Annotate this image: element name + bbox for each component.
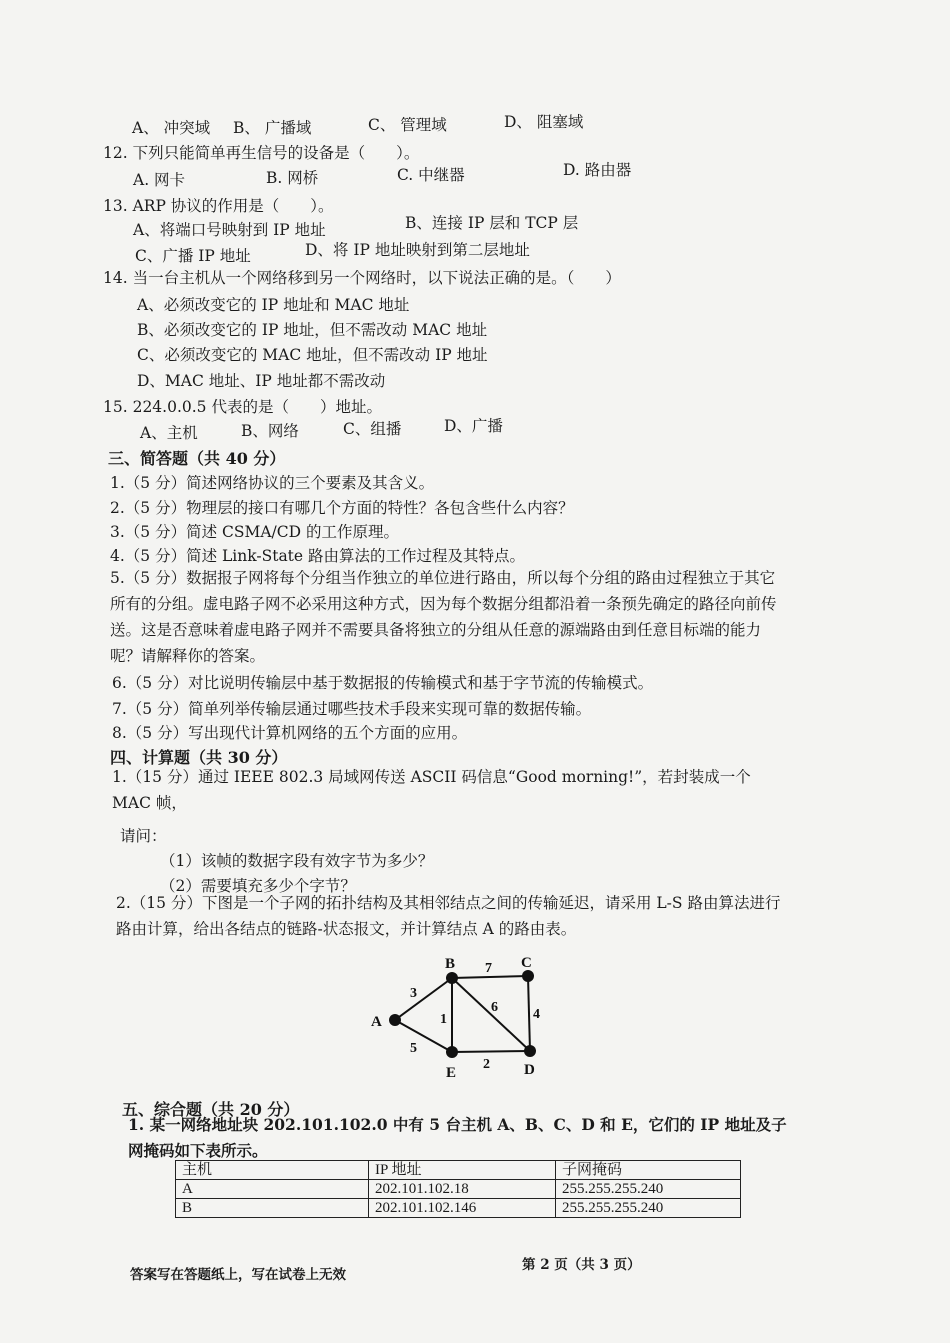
- s4-sub-question-1: （1）该帧的数据字段有效字节为多少？: [160, 852, 434, 870]
- s3-question-1: 1.（5 分）简述网络协议的三个要素及其含义。: [110, 474, 435, 492]
- s4-question-2: 2.（15 分）下图是一个子网的拓扑结构及其相邻结点之间的传输延迟，请采用 L-S 路由算法进行路由计算，给出各结点的链路-状态报文，并计算结点 A 的路由表。: [116, 894, 781, 938]
- s4-sub-question-2: （2）需要填充多少个字节？: [160, 877, 356, 895]
- q12-option-d: D. 路由器: [563, 161, 632, 179]
- q13-stem: 13. ARP 协议的作用是（ ）。: [103, 197, 334, 215]
- table-header-mask: 子网掩码: [556, 1161, 741, 1180]
- edge-c-d: [528, 976, 530, 1051]
- node-b: [446, 972, 458, 984]
- weight-b-c: 7: [485, 961, 492, 976]
- q15-option-a: A、主机: [140, 424, 198, 442]
- table-cell-ip: 202.101.102.18: [369, 1180, 556, 1199]
- q15-stem: 15. 224.0.0.5 代表的是（ ）地址。: [103, 398, 382, 416]
- q12-stem: 12. 下列只能简单再生信号的设备是（ ）。: [103, 144, 420, 162]
- s3-question-4: 4.（5 分）简述 Link-State 路由算法的工作过程及其特点。: [110, 547, 526, 565]
- node-label-d: D: [524, 1062, 535, 1078]
- node-label-e: E: [446, 1065, 457, 1081]
- q12-option-c: C. 中继器: [397, 166, 465, 184]
- weight-a-b: 3: [410, 986, 417, 1001]
- node-a: [389, 1014, 401, 1026]
- node-c: [522, 970, 534, 982]
- q15-option-d: D、广播: [444, 417, 503, 435]
- table-cell-host: A: [176, 1180, 369, 1199]
- s3-question-8: 8.（5 分）写出现代计算机网络的五个方面的应用。: [112, 724, 468, 742]
- table-header-host: 主机: [176, 1161, 369, 1180]
- section-4-title: 四、计算题（共 30 分）: [110, 748, 288, 767]
- node-d: [524, 1045, 536, 1057]
- footer-note: 答案写在答题纸上，写在试卷上无效: [130, 1267, 346, 1283]
- s3-question-3: 3.（5 分）简述 CSMA/CD 的工作原理。: [110, 523, 399, 541]
- q13-option-d: D、将 IP 地址映射到第二层地址: [305, 241, 530, 259]
- network-topology-graph: [365, 950, 565, 1085]
- s3-question-6: 6.（5 分）对比说明传输层中基于数据报的传输模式和基于字节流的传输模式。: [112, 674, 654, 692]
- s3-question-2: 2.（5 分）物理层的接口有哪几个方面的特性？各包含些什么内容？: [110, 499, 574, 517]
- q14-option-c: C、必须改变它的 MAC 地址，但不需改动 IP 地址: [137, 346, 488, 364]
- q13-option-b: B、连接 IP 层和 TCP 层: [405, 214, 579, 232]
- s5-question-1: 1. 某一网络地址块 202.101.102.0 中有 5 台主机 A、B、C、D 和 E，它们的 IP 地址及子网掩码如下表所示。: [128, 1115, 787, 1160]
- s4-question-1: 1.（15 分）通过 IEEE 802.3 局域网传送 ASCII 码信息“Good morning!”，若封装成一个 MAC 帧，: [112, 768, 751, 812]
- table-cell-mask: 255.255.255.240: [556, 1199, 741, 1218]
- q14-stem: 14. 当一台主机从一个网络移到另一个网络时，以下说法正确的是。（ ）: [103, 269, 621, 287]
- q14-option-a: A、必须改变它的 IP 地址和 MAC 地址: [137, 296, 410, 314]
- q11-option-d: D、 阻塞域: [504, 113, 584, 131]
- q14-option-b: B、必须改变它的 IP 地址，但不需改动 MAC 地址: [137, 321, 488, 339]
- section-3-title: 三、简答题（共 40 分）: [108, 449, 286, 468]
- node-label-b: B: [445, 956, 456, 972]
- q13-option-a: A、将端口号映射到 IP 地址: [133, 221, 326, 239]
- s3-question-5: 5.（5 分）数据报子网将每个分组当作独立的单位进行路由，所以每个分组的路由过程独立于其它所有的分组。虚电路子网不必采用这种方式，因为每个数据分组都沿着一条预先确定的路径向前传送。这是否意味着虚电路子网并不需要具备将独立的分组从任意的源端路由到任意目标端的能力呢？请解释你的答案。: [110, 569, 777, 665]
- weight-b-e: 1: [440, 1012, 447, 1027]
- s4-ask: 请问：: [120, 827, 167, 845]
- node-label-a: A: [371, 1014, 382, 1030]
- table-row: [176, 1180, 741, 1199]
- s3-question-7: 7.（5 分）简单列举传输层通过哪些技术手段来实现可靠的数据传输。: [112, 700, 592, 718]
- weight-e-d: 2: [483, 1057, 490, 1072]
- edge-b-c: [452, 976, 528, 978]
- q12-option-b: B. 网桥: [266, 169, 319, 187]
- table-header-row: [176, 1161, 741, 1180]
- table-cell-ip: 202.101.102.146: [369, 1199, 556, 1218]
- host-table: [175, 1160, 741, 1218]
- table-row: [176, 1199, 741, 1218]
- table-cell-mask: 255.255.255.240: [556, 1180, 741, 1199]
- edge-e-d: [452, 1051, 530, 1052]
- page-number: 第 2 页（共 3 页）: [522, 1257, 641, 1273]
- table-header-ip: IP 地址: [369, 1161, 556, 1180]
- q15-option-c: C、组播: [343, 420, 402, 438]
- weight-c-d: 4: [533, 1007, 540, 1022]
- q13-option-c: C、广播 IP 地址: [135, 247, 251, 265]
- weight-b-d: 6: [491, 1000, 498, 1015]
- q11-option-b: B、 广播域: [233, 119, 312, 137]
- q12-option-a: A. 网卡: [133, 171, 186, 189]
- q14-option-d: D、MAC 地址、IP 地址都不需改动: [137, 372, 386, 390]
- weight-a-e: 5: [410, 1041, 417, 1056]
- q15-option-b: B、网络: [241, 422, 299, 440]
- node-label-c: C: [521, 955, 532, 971]
- q11-option-c: C、 管理域: [368, 116, 447, 134]
- section-5-title: 五、综合题（共 20 分）: [122, 1100, 300, 1119]
- node-e: [446, 1046, 458, 1058]
- table-cell-host: B: [176, 1199, 369, 1218]
- q11-option-a: A、 冲突域: [132, 119, 211, 137]
